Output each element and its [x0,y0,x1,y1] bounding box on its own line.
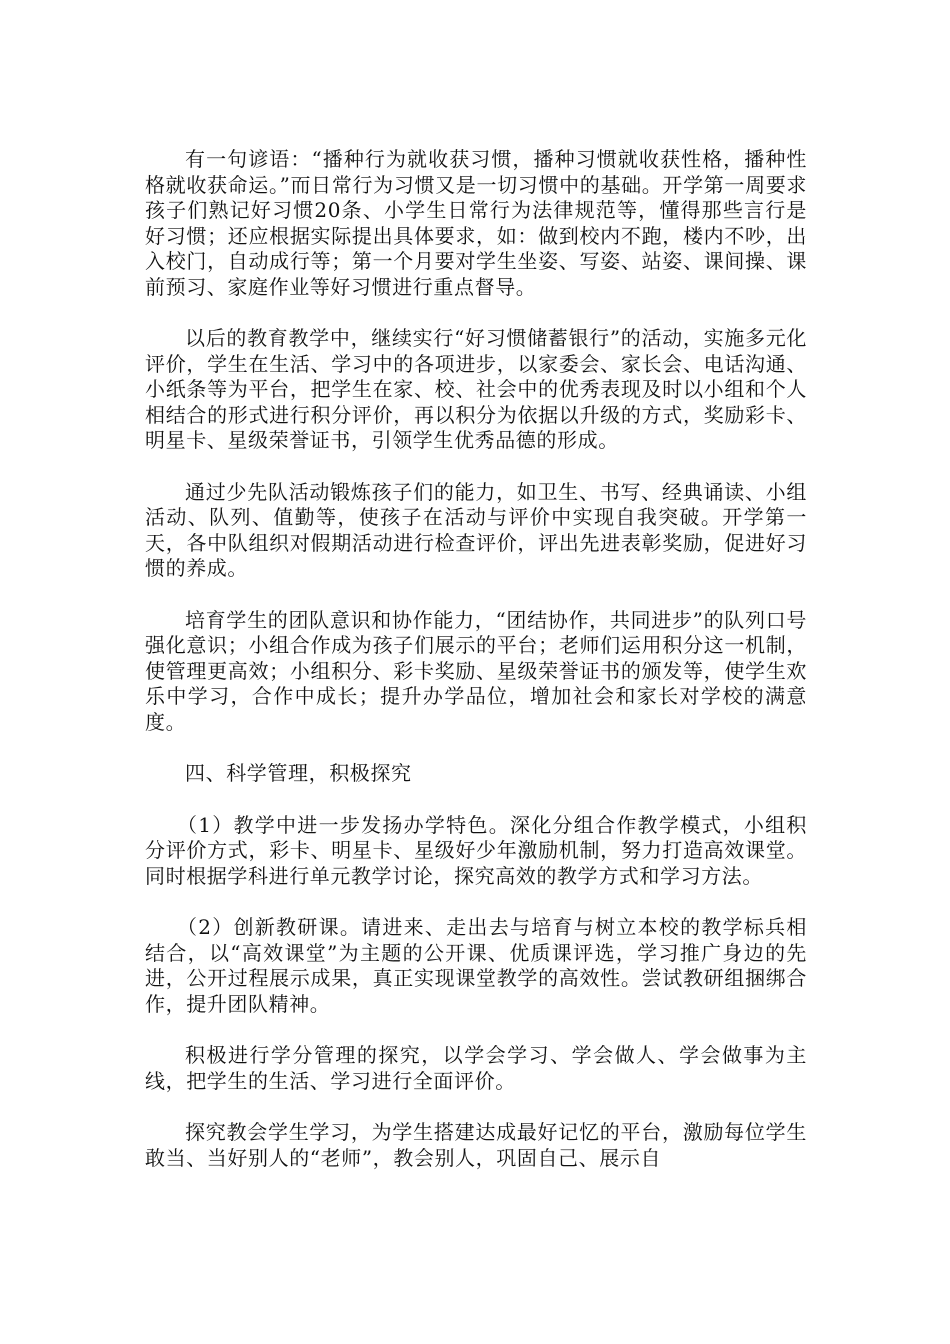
paragraph-teamwork: 培育学生的团队意识和协作能力，“团结协作，共同进步”的队列口号强化意识；小组合作成为孩子们展示的平台；老师们运用积分这一机制，使管理更高效；小组积分、彩卡奖励、星级荣誉证书的颁发等，使学生欢乐中学习，合作中成长；提升办学品位，增加社会和家长对学校的满意度。 [145,607,807,734]
paragraph-habit-bank: 以后的教育教学中，继续实行“好习惯储蓄银行”的活动，实施多元化评价，学生在生活、学习中的各项进步，以家委会、家长会、电话沟通、小纸条等为平台，把学生在家、校、社会中的优秀表现及时以小组和个人相结合的形式进行积分评价，再以积分为依据以升级的方式，奖励彩卡、明星卡、星级荣誉证书，引领学生优秀品德的形成。 [145,326,807,452]
paragraph-item-1: （1）教学中进一步发扬办学特色。深化分组合作教学模式，小组积分评价方式，彩卡、明星卡、星级好少年激励机制，努力打造高效课堂。同时根据学科进行单元教学讨论，探究高效的教学方式和学习方法。 [145,812,807,888]
paragraph-credit-management: 积极进行学分管理的探究，以学会学习、学会做人、学会做事为主线，把学生的生活、学习进行全面评价。 [145,1043,807,1093]
paragraph-habit-proverb: 有一句谚语：“播种行为就收获习惯，播种习惯就收获性格，播种性格就收获命运。”而日常行为习惯又是一切习惯中的基础。开学第一周要求孩子们熟记好习惯20条、小学生日常行为法律规范等，懂得那些言行是好习惯；还应根据实际提出具体要求，如：做到校内不跑，楼内不吵，出入校门，自动成行等；第一个月要对学生坐姿、写姿、站姿、课间操、课前预习、家庭作业等好习惯进行重点督导。 [145,147,807,299]
paragraph-item-2: （2）创新教研课。请进来、走出去与培育与树立本校的教学标兵相结合，以“高效课堂”为主题的公开课、优质课评选，学习推广身边的先进，公开过程展示成果，真正实现课堂教学的高效性。尝试教研组捆绑合作，提升团队精神。 [145,915,807,1016]
paragraph-teach-learning: 探究教会学生学习，为学生搭建达成最好记忆的平台，激励每位学生敢当、当好别人的“老师”，教会别人，巩固自己、展示自 [145,1120,807,1170]
paragraph-young-pioneers: 通过少先队活动锻炼孩子们的能力，如卫生、书写、经典诵读、小组活动、队列、值勤等，使孩子在活动与评价中实现自我突破。开学第一天，各中队组织对假期活动进行检查评价，评出先进表彰奖励，促进好习惯的养成。 [145,479,807,580]
section-heading: 四、科学管理，积极探究 [185,761,412,785]
document-body [145,147,807,1197]
